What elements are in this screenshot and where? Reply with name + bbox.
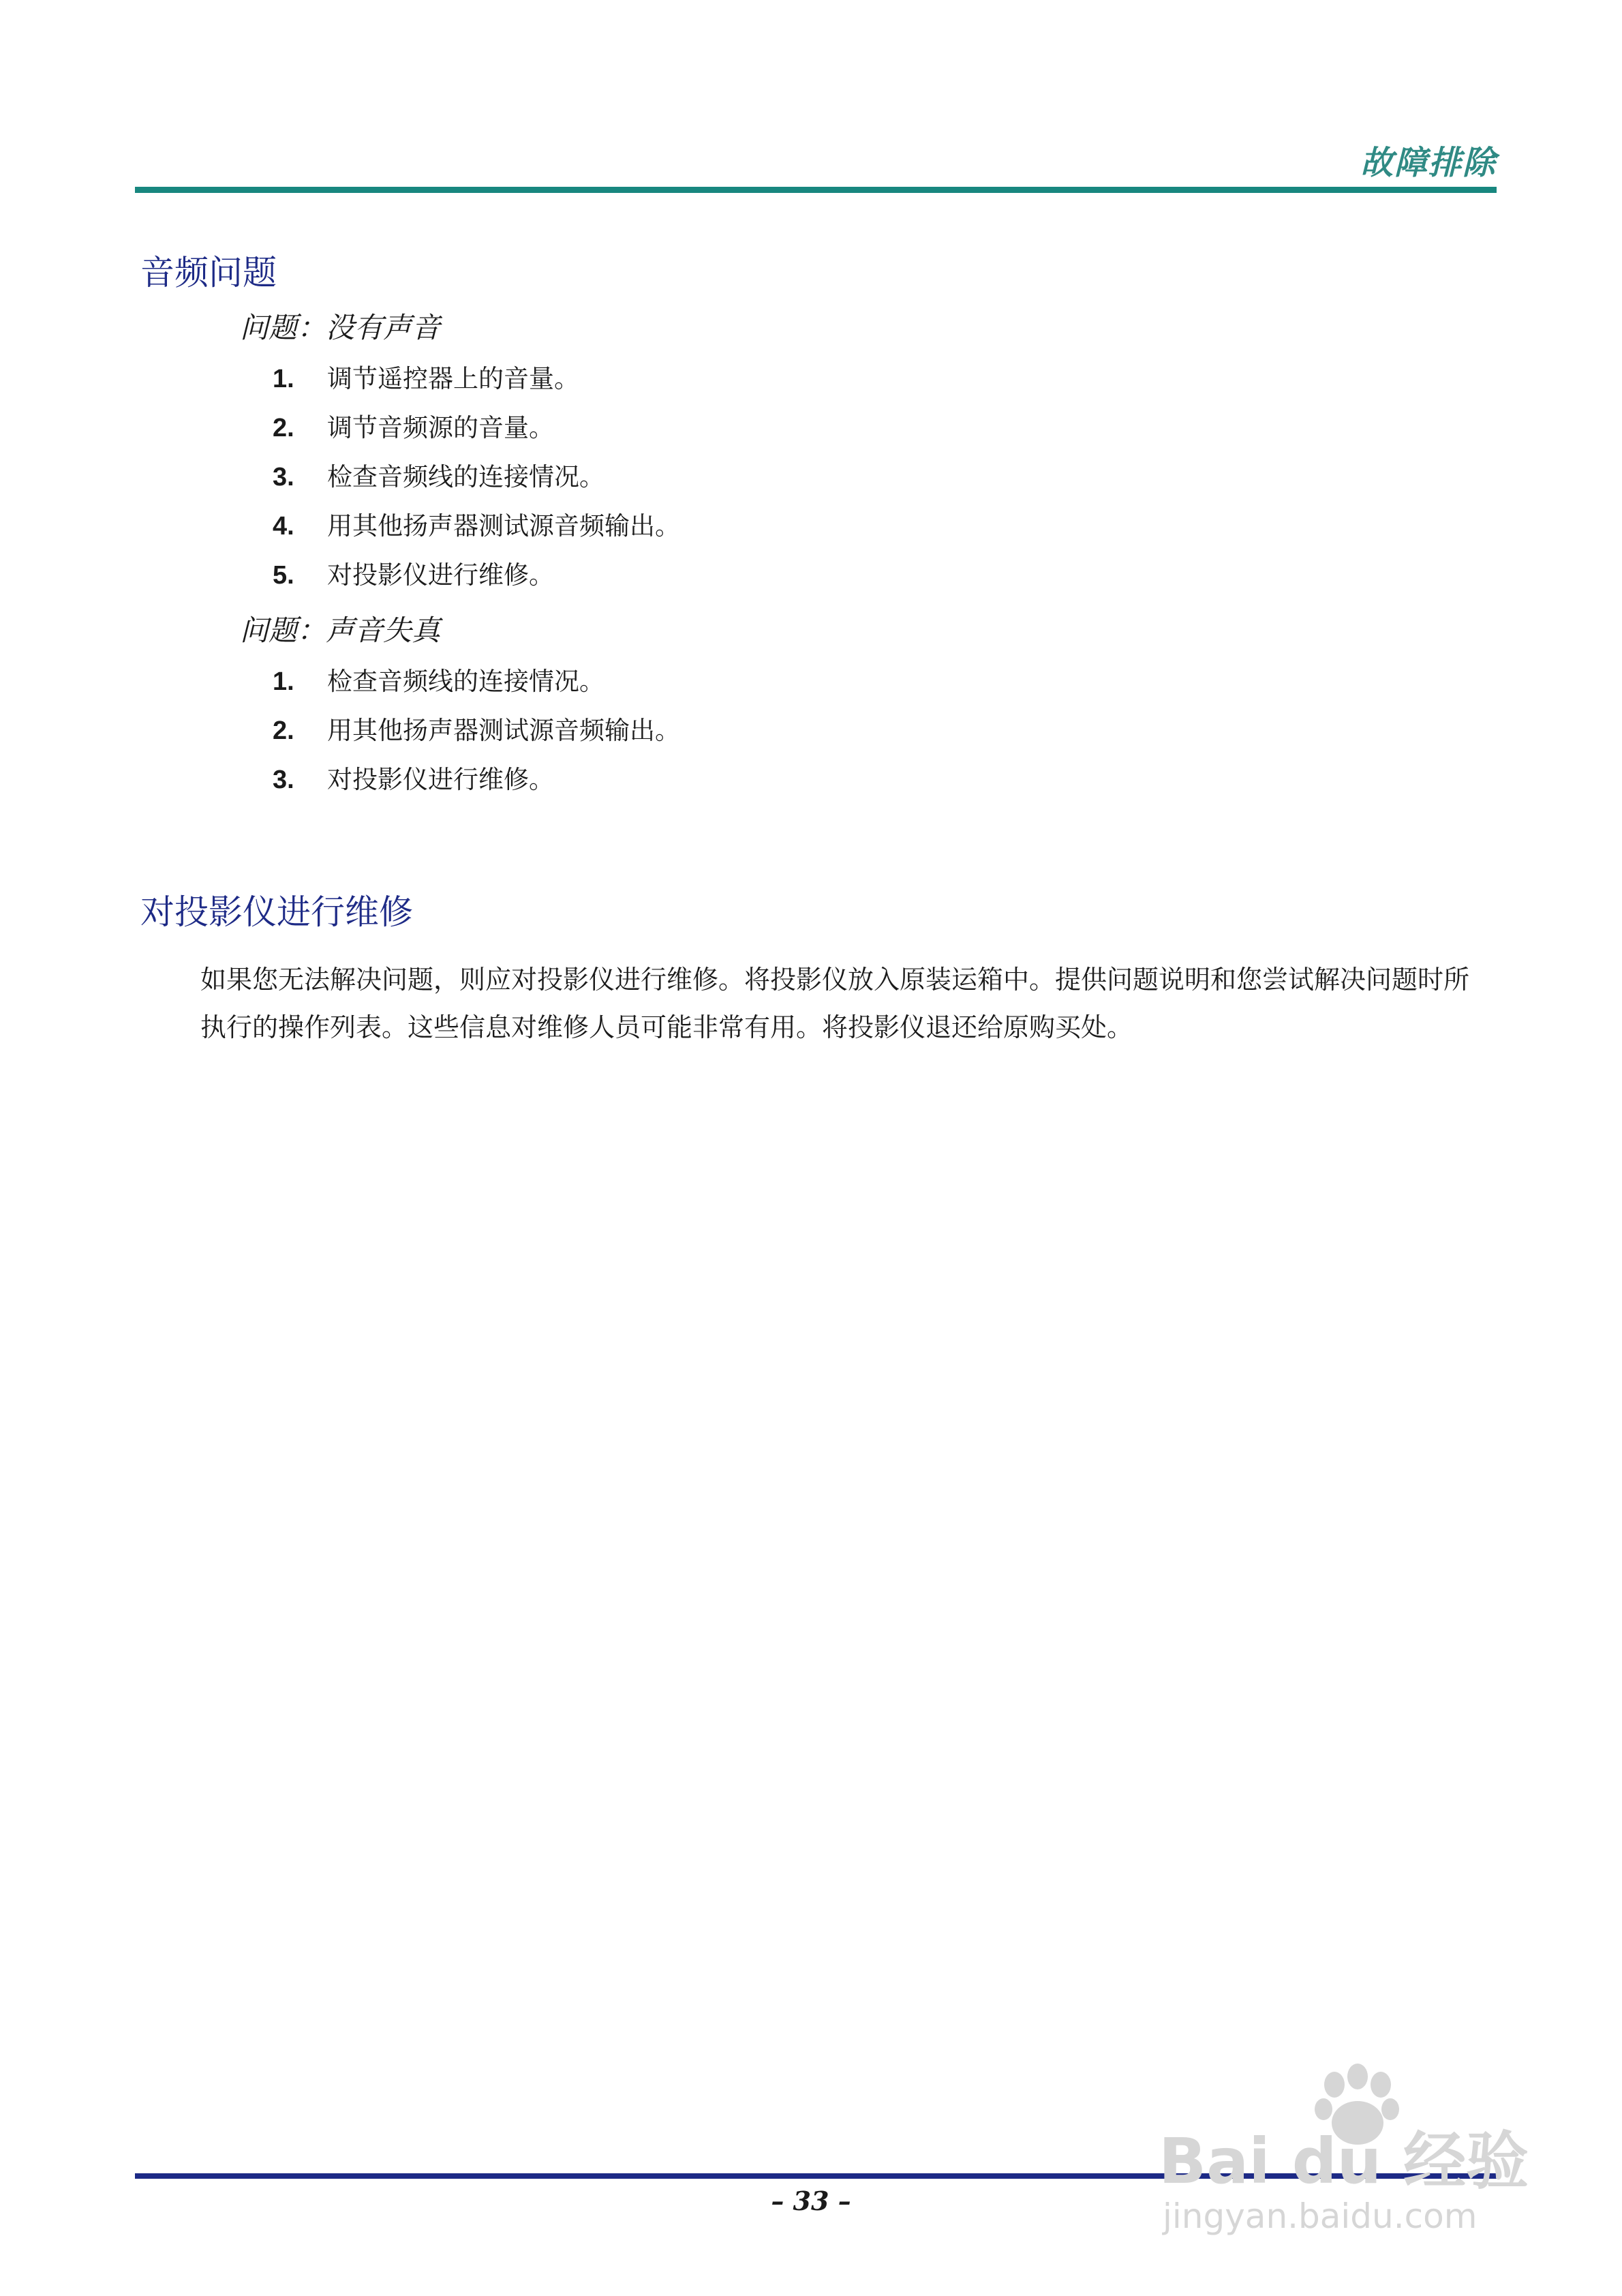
- list-number: 3.: [273, 766, 294, 794]
- list-text: 用其他扬声器测试源音频输出。: [327, 511, 680, 541]
- list-item: [273, 507, 680, 545]
- list-item: [273, 458, 605, 496]
- list-item: [273, 761, 554, 799]
- list-number: 5.: [273, 561, 294, 590]
- list-number: 1.: [273, 365, 294, 393]
- list-text: 检查音频线的连接情况。: [327, 462, 605, 492]
- list-item: [273, 663, 605, 701]
- service-paragraph: 如果您无法解决问题，则应对投影仪进行维修。将投影仪放入原装运箱中。提供问题说明和您尝试解决问题时所执行的操作列表。这些信息对维修人员可能非常有用。将投影仪退还给原购买处。: [200, 965, 1470, 1042]
- list-text: 调节遥控器上的音量。: [327, 364, 579, 393]
- page-number: – 33 –: [771, 2186, 851, 2216]
- list-number: 4.: [273, 512, 294, 541]
- watermark-url: jingyan.baidu.com: [1163, 2196, 1478, 2236]
- problem-heading-no-sound: 问题：没有声音: [240, 311, 441, 344]
- list-number: 3.: [273, 463, 294, 492]
- list-number: 1.: [273, 667, 294, 696]
- baidu-jingyan-watermark: [1152, 2060, 1533, 2244]
- list-text: 检查音频线的连接情况。: [327, 667, 605, 696]
- watermark-logo-text: Bai du 经验: [1159, 2125, 1529, 2198]
- list-item: [273, 712, 680, 750]
- list-text: 调节音频源的音量。: [327, 413, 554, 442]
- list-text: 对投影仪进行维修。: [327, 560, 554, 590]
- list-item: [273, 556, 554, 594]
- list-item: [273, 360, 579, 398]
- section-title-audio: 音频问题: [140, 253, 277, 292]
- chapter-title: 故障排除: [1360, 144, 1497, 182]
- section-title-service: 对投影仪进行维修: [140, 892, 413, 932]
- problem-heading-distortion: 问题：声音失真: [240, 614, 441, 647]
- list-item: [273, 409, 554, 447]
- list-text: 用其他扬声器测试源音频输出。: [327, 716, 680, 745]
- header-divider: [135, 187, 1497, 193]
- list-number: 2.: [273, 716, 294, 745]
- list-number: 2.: [273, 414, 294, 442]
- list-text: 对投影仪进行维修。: [327, 765, 554, 794]
